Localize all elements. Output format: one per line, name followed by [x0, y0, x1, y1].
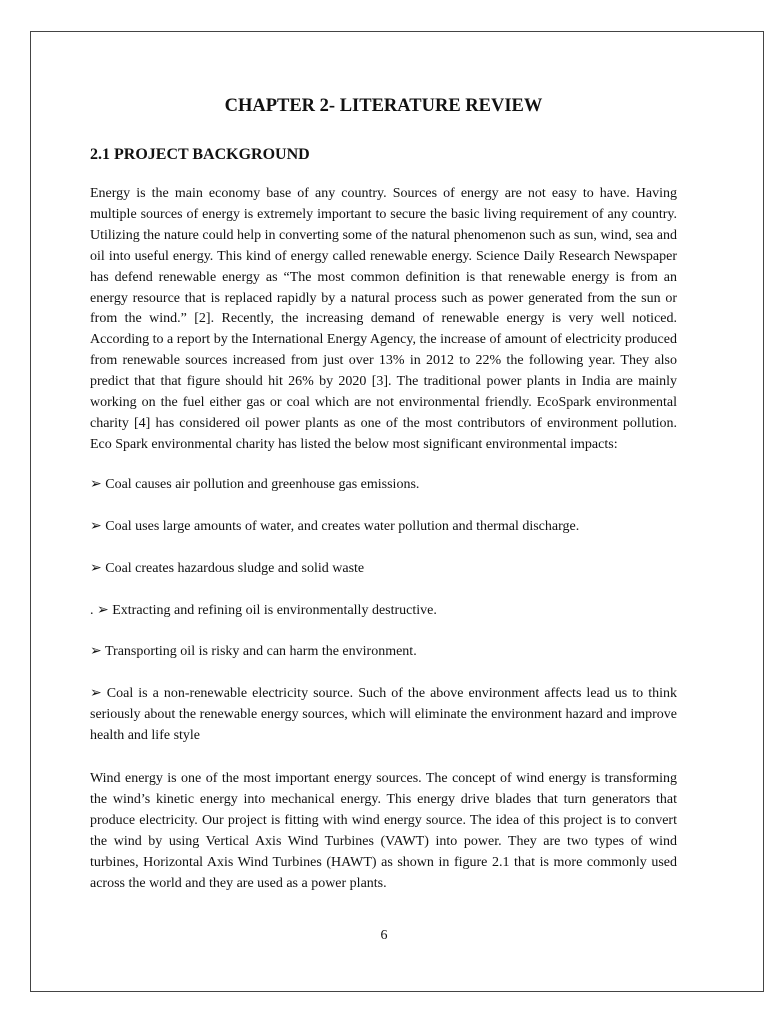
page-number: 6: [380, 928, 388, 943]
document-body: [90, 92, 677, 894]
section-heading: 2.1 PROJECT BACKGROUND: [90, 146, 310, 163]
paragraph-wind-energy: Wind energy is one of the most important energy sources. The concept of wind energy is transforming the wind’s kinetic energy into mechanical energy. This energy drive blades that turn generators that produce electricity. Our project is fitting with wind energy source. The idea of this project is to convert the wind by using Vertical Axis Wind Turbines (VAWT) into power. They are two types of wind turbines, Horizontal Axis Wind Turbines (HAWT) as shown in figure 2.1 that is more commonly used across the world and they are used as a power plants.: [90, 771, 677, 891]
bullet-item: ➢ Coal causes air pollution and greenhouse gas emissions.: [90, 476, 420, 492]
bullet-item: . ➢ Extracting and refining oil is environmentally destructive.: [90, 602, 437, 618]
bullet-item: ➢ Coal uses large amounts of water, and creates water pollution and thermal discharge.: [90, 518, 580, 534]
bullet-item: ➢ Coal creates hazardous sludge and solid waste: [90, 560, 365, 576]
bullet-item: ➢ Coal is a non-renewable electricity source. Such of the above environment affects lead us to think seriously about the renewable energy sources, which will eliminate the environment hazard and improve health and life style: [90, 686, 677, 744]
bullet-item: ➢ Transporting oil is risky and can harm the environment.: [90, 644, 417, 660]
paragraph-energy-background: Energy is the main economy base of any country. Sources of energy are not easy to have. Having multiple sources of energy is extremely important to secure the basic living requirement of any country. Utilizing the nature could help in converting some of the natural phenomenon such as sun, wind, sea and oil into useful energy. This kind of energy called renewable energy. Science Daily Research Newspaper has defend renewable energy as “The most common definition is that renewable energy is from an energy resource that is replaced rapidly by a natural process such as power generated from the sun or from the wind.” [2]. Recently, the increasing demand of renewable energy is very well noticed. According to a report by the International Energy Agency, the increase of amount of electricity produced from renewable sources increased from just over 13% in 2012 to 22% the following year. They also predict that that figure should hit 26% by 2020 [3]. The traditional power plants in India are mainly working on the fuel either gas or coal which are not environmental friendly. EcoSpark environmental charity [4] has considered oil power plants as one of the most contributors of environment pollution. Eco Spark environmental charity has listed the below most significant environmental impacts:: [90, 186, 677, 452]
chapter-title: CHAPTER 2- LITERATURE REVIEW: [224, 96, 543, 116]
